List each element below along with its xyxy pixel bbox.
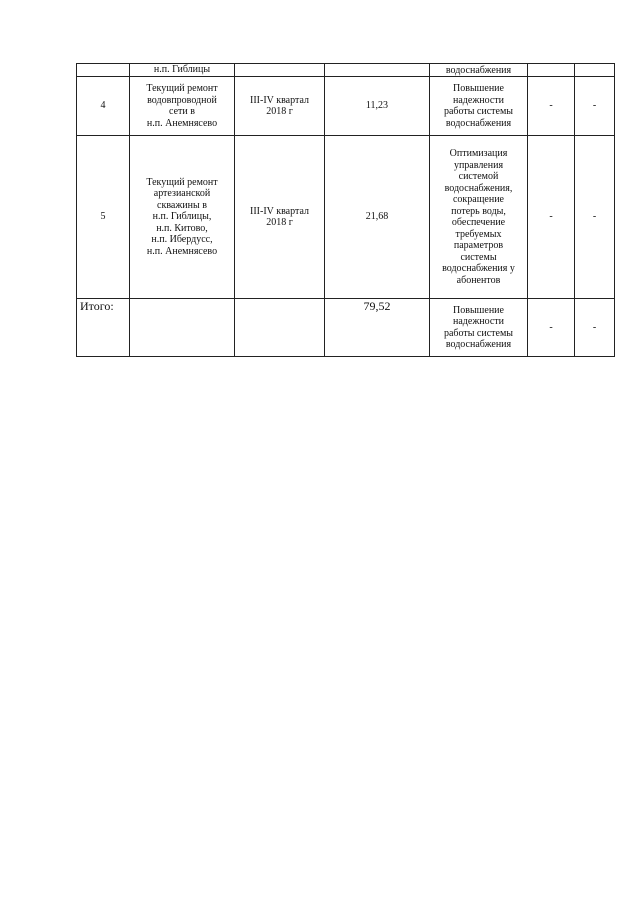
work-name-line: н.п. Гиблицы,	[152, 211, 212, 223]
result-line: системы	[460, 251, 497, 263]
work-name-cell	[130, 77, 235, 136]
total-empty-cell	[130, 299, 235, 357]
result-line: обеспечение	[451, 217, 506, 228]
work-name-line: сети в	[169, 106, 195, 117]
period-line: III-IV квартал	[250, 205, 309, 217]
work-name-line: Текущий ремонт	[146, 176, 218, 188]
table-row	[77, 136, 615, 299]
result-line: управления	[453, 159, 504, 171]
result-line: работы системы	[443, 106, 514, 117]
result-line: надежности	[453, 316, 504, 327]
work-name-line: н.п. Гиблицы	[153, 64, 211, 75]
col7-cell: -	[575, 77, 615, 136]
result-cell	[430, 64, 528, 77]
result-line: Повышение	[453, 83, 504, 94]
col6-cell: -	[528, 299, 575, 357]
work-name-line: н.п. Анемнясево	[146, 117, 218, 129]
work-name-cell	[130, 136, 235, 299]
result-line: Оптимизация	[449, 148, 508, 159]
result-line: водоснабжения	[445, 64, 512, 76]
period-line: 2018 г	[266, 217, 293, 228]
work-name-cell	[130, 64, 235, 77]
period-cell	[235, 64, 325, 77]
result-cell	[430, 136, 528, 299]
work-name-line: н.п. Анемнясево	[146, 245, 218, 257]
total-amount-cell: 79,52	[325, 299, 430, 357]
amount-cell	[325, 64, 430, 77]
period-cell	[235, 136, 325, 299]
work-name-line: Текущий ремонт	[146, 83, 218, 94]
result-line: работы системы	[443, 327, 514, 339]
row-number-cell	[77, 64, 130, 77]
result-line: водоснабжения,	[444, 182, 513, 194]
result-line: надежности	[453, 94, 504, 106]
result-line: водоснабжения у	[442, 263, 515, 274]
col6-cell	[528, 64, 575, 77]
work-name-line: скважины в	[157, 199, 207, 211]
row-number-cell: 4	[77, 77, 130, 136]
col7-cell: -	[575, 299, 615, 357]
amount-cell: 11,23	[325, 77, 430, 136]
result-cell	[430, 299, 528, 357]
result-line: параметров	[453, 240, 504, 251]
table-row	[77, 77, 615, 136]
total-empty-cell	[235, 299, 325, 357]
measures-table	[76, 63, 615, 357]
period-line: III-IV квартал	[250, 94, 309, 106]
work-name-line: н.п. Китово,	[156, 222, 208, 234]
work-name-line: артезианской	[153, 188, 211, 200]
result-line: абонентов	[456, 274, 501, 286]
amount-cell: 21,68	[325, 136, 430, 299]
total-label-cell: Итого:	[77, 299, 130, 357]
work-name-line: н.п. Ибердусс,	[151, 234, 213, 246]
result-cell	[430, 77, 528, 136]
result-line: сокращение	[452, 194, 504, 205]
table-row	[77, 64, 615, 77]
result-line: потерь воды,	[451, 205, 506, 217]
result-line: системой	[458, 171, 499, 182]
col6-cell: -	[528, 136, 575, 299]
row-number-cell: 5	[77, 136, 130, 299]
col7-cell: -	[575, 136, 615, 299]
result-line: Повышение	[453, 304, 504, 316]
result-line: требуемых	[455, 228, 502, 240]
total-row	[77, 299, 615, 357]
work-name-line: водовпроводной	[147, 94, 217, 106]
result-line: водоснабжения	[445, 339, 512, 350]
period-cell	[235, 77, 325, 136]
col7-cell	[575, 64, 615, 77]
col6-cell: -	[528, 77, 575, 136]
result-line: водоснабжения	[445, 117, 512, 129]
period-line: 2018 г	[266, 106, 293, 117]
